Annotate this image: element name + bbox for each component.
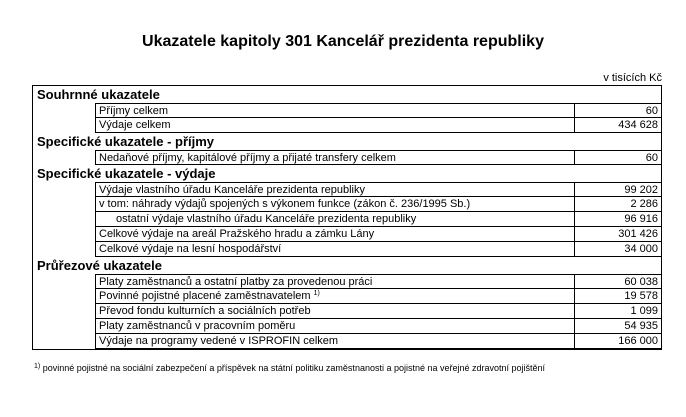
table-row (95, 182, 661, 197)
row-value: 60 (575, 103, 661, 118)
footnote (34, 363, 545, 373)
table-row (95, 197, 661, 212)
document-title: Ukazatele kapitoly 301 Kancelář prezidenta republiky (142, 33, 544, 50)
row-label: Celkové výdaje na lesní hospodářství (95, 242, 575, 257)
section-heading: Souhrnné ukazatele (37, 87, 160, 102)
row-value: 60 038 (575, 274, 661, 289)
row-label: ostatní výdaje vlastního úřadu Kanceláře prezidenta republiky (95, 212, 575, 227)
table-row (95, 242, 661, 257)
row-value: 301 426 (575, 227, 661, 242)
row-value: 34 000 (575, 242, 661, 257)
row-label: Výdaje na programy vedené v ISPROFIN celkem (95, 334, 575, 349)
table-row (95, 289, 661, 304)
table-row (95, 118, 661, 133)
table-row (95, 319, 661, 334)
table-row (95, 304, 661, 319)
section-heading: Specifické ukazatele - výdaje (37, 166, 216, 181)
row-value: 99 202 (575, 182, 661, 197)
table-row (95, 274, 661, 289)
row-label: Příjmy celkem (95, 103, 575, 118)
row-value: 19 578 (575, 289, 661, 304)
row-label: v tom: náhrady výdajů spojených s výkonem funkce (zákon č. 236/1995 Sb.) (95, 197, 575, 212)
table-row (95, 334, 661, 349)
row-label: Výdaje vlastního úřadu Kanceláře prezidenta republiky (95, 182, 575, 197)
row-value: 2 286 (575, 197, 661, 212)
footnote-mark: 1) (34, 363, 41, 370)
row-label: Platy zaměstnanců v pracovním poměru (95, 319, 575, 334)
table-row (95, 103, 661, 118)
row-label: Převod fondu kulturních a sociálních potřeb (95, 304, 575, 319)
row-value: 434 628 (575, 118, 661, 133)
table-row (95, 212, 661, 227)
section-heading: Specifické ukazatele - příjmy (37, 134, 215, 149)
row-value: 96 916 (575, 212, 661, 227)
indicators-table (32, 85, 662, 350)
row-value: 166 000 (575, 334, 661, 349)
footnote-reference: 1) (313, 290, 320, 297)
unit-label: v tisících Kč (603, 72, 662, 84)
row-value: 54 935 (575, 319, 661, 334)
footnote-text: povinné pojistné na sociální zabezpečení a příspěvek na státní politiku zaměstnanosti a pojistné na veřejné zdravotní pojištění (42, 363, 546, 373)
table-row (95, 227, 661, 242)
row-label: Výdaje celkem (95, 118, 575, 133)
row-label: Platy zaměstnanců a ostatní platby za provedenou práci (95, 274, 575, 289)
section-heading: Průřezové ukazatele (37, 258, 163, 273)
table-row (95, 150, 661, 165)
row-label (95, 289, 575, 304)
row-label-text: Povinné pojistné placené zaměstnavatelem (99, 290, 311, 302)
row-value: 1 099 (575, 304, 661, 319)
row-label: Celkové výdaje na areál Pražského hradu a zámku Lány (95, 227, 575, 242)
row-value: 60 (575, 150, 661, 165)
row-label: Nedaňové příjmy, kapitálové příjmy a přijaté transfery celkem (95, 150, 575, 165)
